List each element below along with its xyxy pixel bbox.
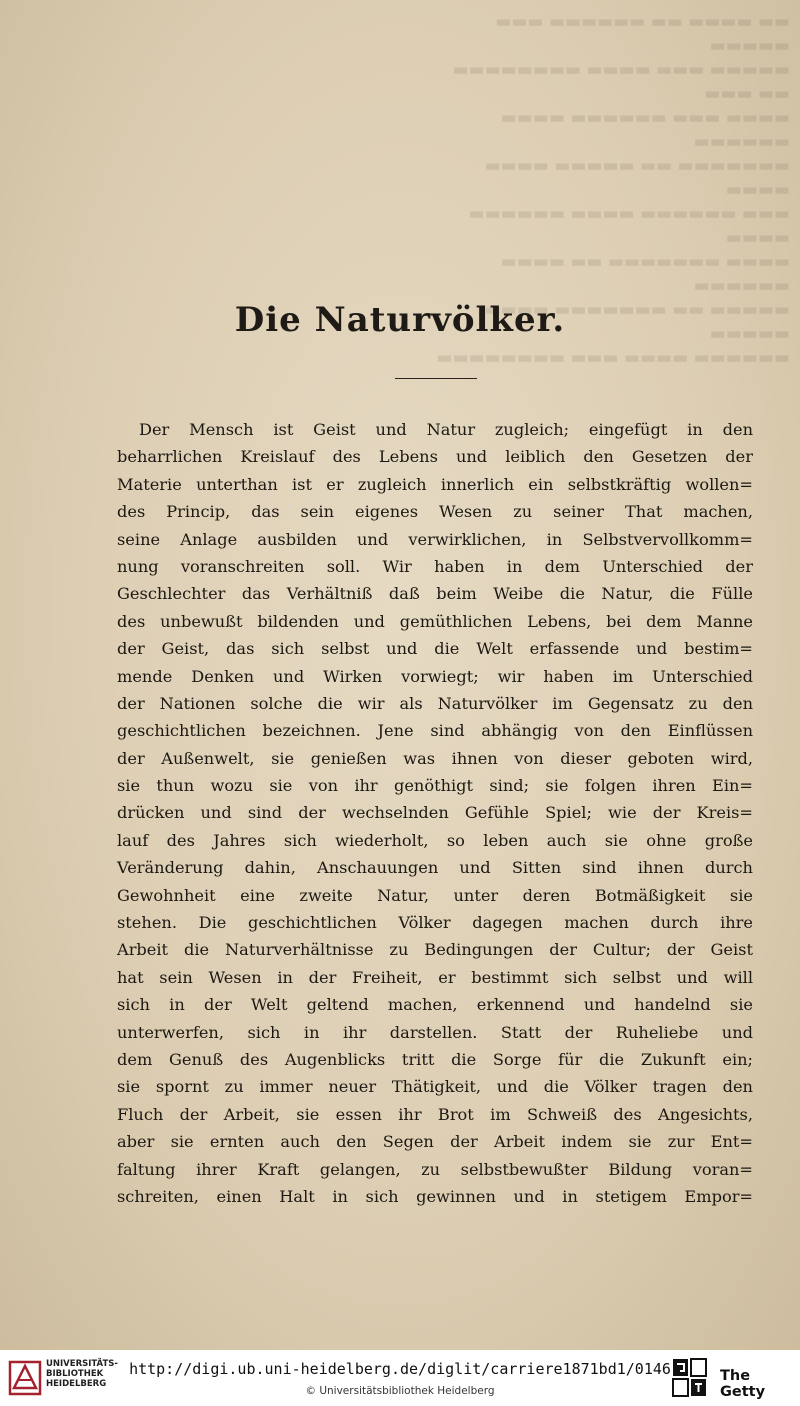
text-line: Gewohnheit eine zweite Natur, unter deren Botmäßigkeit sie [117,885,753,905]
text-line: dem Genuß des Augenblicks tritt die Sorge für die Zukunft ein; [117,1049,753,1069]
text-line: seine Anlage ausbilden und verwirklichen, in Selbstvervollkomm= [117,529,753,549]
text-line: geschichtlichen bezeichnen. Jene sind abhängig von den Einflüssen [117,721,753,741]
text-line: nung voranschreiten soll. Wir haben in dem Unterschied der [117,556,753,576]
text-line: Arbeit die Naturverhältnisse zu Bedingungen der Cultur; der Geist [117,940,753,960]
heading-divider [395,378,477,379]
text-line: unterwerfen, sich in ihr darstellen. Statt der Ruheliebe und [117,1022,753,1042]
text-line: des unbewußt bildenden und gemüthlichen Lebens, bei dem Manne [117,611,753,631]
text-line: Materie unterthan ist er zugleich innerlich ein selbstkräftig wollen= [117,474,753,494]
library-name-line: UNIVERSITÄTS- [46,1359,118,1369]
text-line: aber sie ernten auch den Segen der Arbeit indem sie zur Ent= [117,1132,753,1152]
getty-logo-icon [672,1358,708,1398]
library-name-line: BIBLIOTHEK [46,1369,104,1379]
text-line: beharrlichen Kreislauf des Lebens und leiblich den Gesetzen der [117,447,753,467]
text-line: Fluch der Arbeit, sie essen ihr Brot im Schweiß des Angesichts, [117,1104,753,1124]
text-line: faltung ihrer Kraft gelangen, zu selbstbewußter Bildung voran= [117,1159,753,1179]
permalink-url[interactable]: http://digi.ub.uni-heidelberg.de/diglit/carriere1871bd1/0146 [129,1360,671,1378]
text-line: stehen. Die geschichtlichen Völker dagegen machen durch ihre [117,913,753,933]
text-line: der Nationen solche die wir als Naturvölker im Gegensatz zu den [117,693,753,713]
text-line: lauf des Jahres sich wiederholt, so leben auch sie ohne große [117,830,753,850]
text-line: Der Mensch ist Geist und Natur zugleich; eingefügt in den [139,420,753,439]
text-line: der Geist, das sich selbst und die Welt erfassende und bestim= [117,639,753,659]
body-paragraph [117,416,753,1210]
text-line: drücken und sind der wechselnden Gefühle Spiel; wie der Kreis= [117,803,753,823]
library-name-line: HEIDELBERG [46,1379,107,1389]
text-line: Geschlechter das Verhältniß daß beim Weibe die Natur, die Fülle [117,584,753,604]
text-line: schreiten, einen Halt in sich gewinnen und in stetigem Empor= [117,1186,753,1206]
text-line: mende Denken und Wirken vorwiegt; wir haben im Unterschied [117,666,753,686]
footer-bar [0,1350,800,1406]
text-line: hat sein Wesen in der Freiheit, er bestimmt sich selbst und will [117,967,753,987]
sponsor-name: The Getty [720,1368,766,1400]
chapter-heading: Die Naturvölker. [234,300,566,340]
text-line: sich in der Welt geltend machen, erkennend und handelnd sie [117,995,753,1015]
show-through-text: ▬▬ ▬▬▬▬ ▬▬ ▬▬▬▬▬▬ ▬▬▬ ▬▬▬▬▬ ▬▬▬▬▬ ▬▬▬ ▬▬▬▬ ▬▬▬▬▬▬▬▬ ▬▬ ▬▬▬ ▬▬▬▬ ▬▬▬ ▬▬▬▬▬▬ ▬▬▬▬ ▬▬▬▬▬▬ ▬▬▬▬▬▬▬ ▬▬ ▬▬▬▬▬ ▬▬▬▬ ▬▬▬▬ ▬▬▬ ▬▬▬▬▬▬ ▬▬▬▬ ▬▬▬▬▬▬ ▬▬▬▬ ▬▬▬▬ ▬▬▬▬▬▬▬ ▬▬ ▬▬▬▬ ▬▬▬▬▬▬ ▬▬▬▬▬ ▬▬ ▬▬▬▬▬▬▬ ▬▬▬▬ ▬▬▬▬▬ ▬▬▬▬▬▬ ▬▬▬▬ ▬▬▬ ▬▬▬▬▬▬▬▬ [436,12,790,368]
text-line: der Außenwelt, sie genießen was ihnen von dieser geboten wird, [117,748,753,768]
text-line: Veränderung dahin, Anschauungen und Sitten sind ihnen durch [117,858,753,878]
copyright-notice: © Universitätsbibliothek Heidelberg [305,1385,495,1397]
text-line: sie thun wozu sie von ihr genöthigt sind; sie folgen ihren Ein= [117,776,753,796]
text-line: des Princip, das sein eigenes Wesen zu seiner That machen, [117,502,753,522]
text-line: sie spornt zu immer neuer Thätigkeit, und die Völker tragen den [117,1077,753,1097]
